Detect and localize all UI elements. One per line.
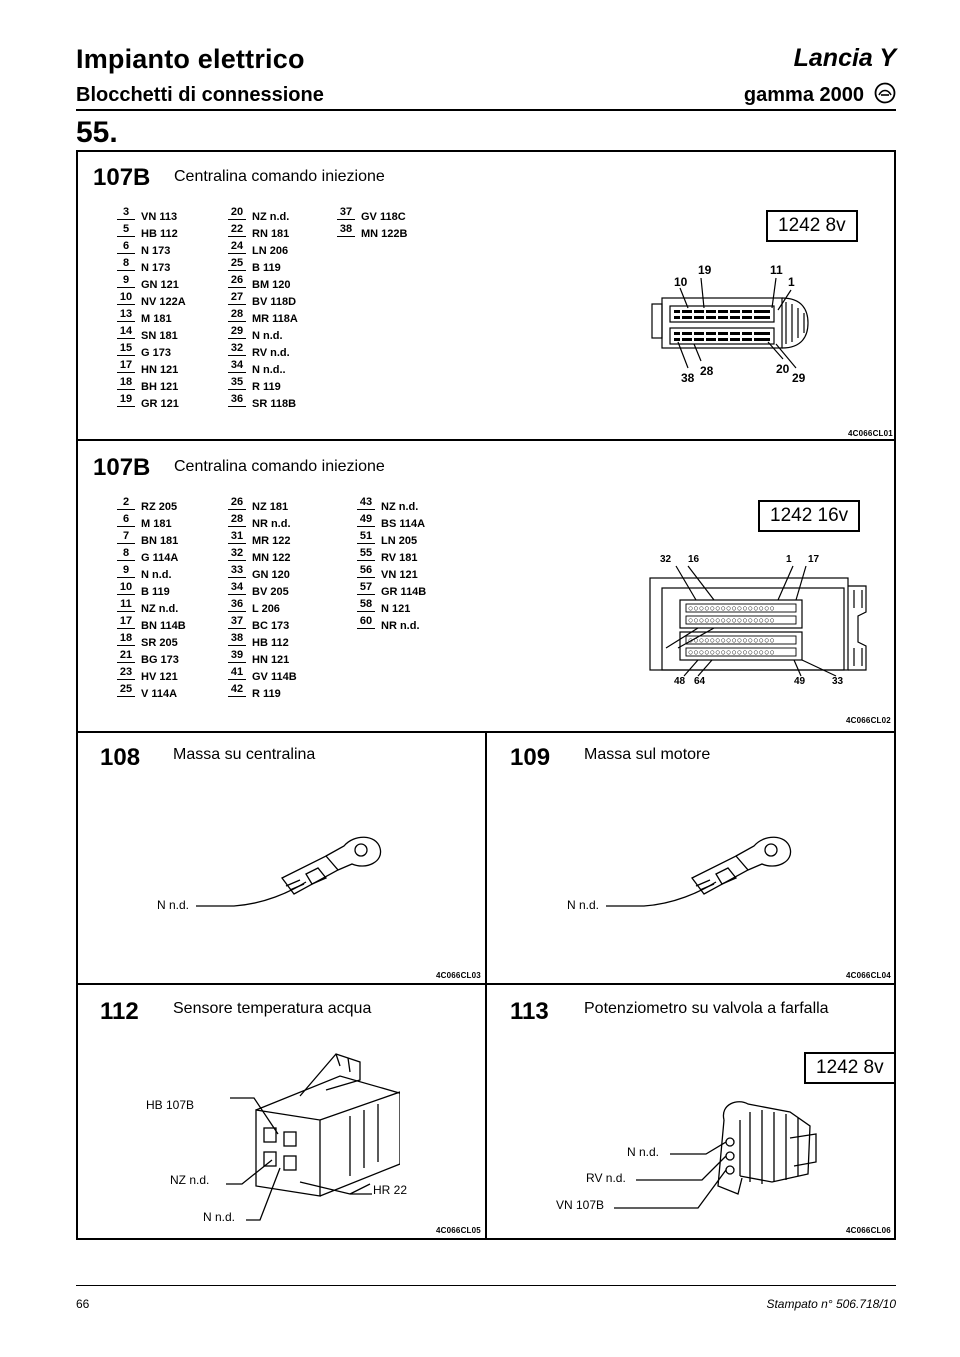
wire-code: M 181 (141, 518, 172, 530)
pin-number: 2 (117, 495, 135, 510)
section-code: 107B (93, 164, 151, 191)
section-description: Sensore temperatura acqua (173, 1000, 372, 1017)
wire-code: HN 121 (252, 654, 290, 666)
wire-code: BH 121 (141, 381, 179, 393)
section-description: Massa su centralina (173, 746, 316, 763)
temperature-sensor-connector-drawing (200, 1036, 400, 1226)
pin-number: 58 (357, 597, 375, 612)
wire-code: HB 112 (141, 228, 178, 240)
wire-code: G 114A (141, 552, 179, 564)
wire-code: HV 121 (141, 671, 178, 683)
pin-number: 26 (228, 273, 246, 288)
pin-number: 19 (117, 392, 135, 407)
wire-code: BN 114B (141, 620, 186, 632)
wire-code: N 173 (141, 245, 171, 257)
pin-number: 26 (228, 495, 246, 510)
pin-number: 36 (228, 597, 246, 612)
callout-20: 20 (776, 362, 790, 376)
wire-code: L 206 (252, 603, 280, 615)
wire-code: B 119 (252, 262, 281, 274)
callout-1: 1 (788, 275, 795, 289)
pin-number: 20 (228, 205, 246, 220)
pin-number: 17 (117, 614, 135, 629)
callout-10: 10 (674, 275, 688, 289)
pin-number: 38 (337, 222, 355, 237)
pin-number: 36 (228, 392, 246, 407)
section-code: 112 (100, 998, 139, 1025)
pin-number: 11 (117, 597, 135, 612)
pin-number: 10 (117, 290, 135, 305)
pin-number: 22 (228, 222, 246, 237)
pin-number: 34 (228, 580, 246, 595)
wire-code: RZ 205 (141, 501, 178, 513)
pin-number: 9 (117, 563, 135, 578)
ground-terminal-drawing (604, 826, 804, 916)
section-code: 108 (100, 744, 141, 771)
wire-code: NZ n.d. (381, 501, 419, 513)
pin-number: 25 (117, 682, 135, 697)
section-description: Massa sul motore (584, 746, 711, 763)
wire-code: BG 173 (141, 654, 179, 666)
wire-label: VN 107B (556, 1198, 605, 1212)
pin-number: 33 (228, 563, 246, 578)
pin-number: 35 (228, 375, 246, 390)
callout-29: 29 (792, 371, 806, 385)
pin-number: 9 (117, 273, 135, 288)
pin-number: 57 (357, 580, 375, 595)
page-subtitle: Blocchetti di connessione (76, 84, 324, 106)
wire-code: N n.d. (252, 330, 283, 342)
pin-number: 43 (357, 495, 375, 510)
callout-33: 33 (832, 676, 844, 687)
pin-number: 7 (117, 529, 135, 544)
pin-number: 37 (228, 614, 246, 629)
pin-number: 8 (117, 546, 135, 561)
pin-number: 21 (117, 648, 135, 663)
svg-text:○○○○○○○○○○○○○○○○: ○○○○○○○○○○○○○○○○ (688, 635, 775, 645)
wire-label: N n.d. (627, 1145, 660, 1159)
pin-number: 49 (357, 512, 375, 527)
wire-code: MR 122 (252, 535, 291, 547)
wire-code: MR 118A (252, 313, 298, 325)
pin-number: 6 (117, 512, 135, 527)
section-number: 55. (76, 116, 118, 149)
wire-code: GN 121 (141, 279, 179, 291)
wire-code: MN 122B (361, 228, 408, 240)
wire-code: BM 120 (252, 279, 291, 291)
range-logo-icon (874, 82, 896, 104)
pin-number: 14 (117, 324, 135, 339)
svg-text:○○○○○○○○○○○○○○○○: ○○○○○○○○○○○○○○○○ (688, 647, 775, 657)
pin-number: 31 (228, 529, 246, 544)
print-reference: Stampato n° 506.718/10 (766, 1297, 896, 1311)
wire-code: NR n.d. (252, 518, 291, 530)
engine-badge: 1242 8v (766, 210, 858, 242)
wire-label: HB 107B (146, 1098, 195, 1112)
pin-number: 32 (228, 546, 246, 561)
header-rule (76, 109, 896, 111)
wire-code: GN 120 (252, 569, 290, 581)
callout-49: 49 (794, 676, 806, 687)
section-description: Centralina comando iniezione (174, 168, 385, 185)
callout-19: 19 (698, 263, 712, 277)
wire-code: SR 118B (252, 398, 297, 410)
wire-code: LN 205 (381, 535, 418, 547)
pin-number: 5 (117, 222, 135, 237)
callout-16: 16 (688, 554, 700, 565)
divider-vertical (485, 731, 487, 1240)
wire-code: N n.d.. (252, 364, 286, 376)
pin-number: 37 (337, 205, 355, 220)
wire-code: BC 173 (252, 620, 290, 632)
divider-1 (76, 439, 896, 441)
callout-64: 64 (694, 676, 706, 687)
wire-code: G 173 (141, 347, 171, 359)
section-code: 113 (510, 998, 549, 1025)
wire-code: RV n.d. (252, 347, 290, 359)
drawing-code: 4C066CL06 (846, 1226, 891, 1235)
wire-code: N 173 (141, 262, 171, 274)
brand-name: Lancia Y (793, 44, 896, 72)
wire-code: GV 114B (252, 671, 297, 683)
wire-label: HR 22 (373, 1183, 408, 1197)
ecu-connector-16v-drawing (636, 548, 886, 688)
engine-badge: 1242 16v (758, 500, 860, 532)
wire-code: VN 113 (141, 211, 178, 223)
drawing-code: 4C066CL03 (436, 971, 481, 980)
pin-number: 56 (357, 563, 375, 578)
wire-code: N 121 (381, 603, 411, 615)
wire-code: N n.d. (141, 569, 172, 581)
callout-48: 48 (674, 676, 686, 687)
pin-number: 15 (117, 341, 135, 356)
pin-number: 17 (117, 358, 135, 373)
pin-number: 18 (117, 631, 135, 646)
wire-code: SR 205 (141, 637, 178, 649)
drawing-code: 4C066CL02 (846, 716, 891, 725)
wire-code: RV 181 (381, 552, 418, 564)
callout-28: 28 (700, 364, 714, 378)
page-title: Impianto elettrico (76, 44, 305, 74)
pin-number: 41 (228, 665, 246, 680)
drawing-code: 4C066CL04 (846, 971, 891, 980)
callout-32: 32 (660, 554, 672, 565)
pin-number: 51 (357, 529, 375, 544)
pin-number: 27 (228, 290, 246, 305)
engine-badge: 1242 8v (804, 1052, 896, 1084)
pin-number: 10 (117, 580, 135, 595)
wire-code: R 119 (252, 688, 281, 700)
svg-text:○○○○○○○○○○○○○○○○: ○○○○○○○○○○○○○○○○ (688, 615, 775, 625)
wire-code: VN 121 (381, 569, 418, 581)
wire-label: N n.d. (157, 898, 190, 912)
wire-code: MN 122 (252, 552, 291, 564)
wire-code: M 181 (141, 313, 172, 325)
pin-number: 42 (228, 682, 246, 697)
wire-code: LN 206 (252, 245, 289, 257)
wire-code: NZ 181 (252, 501, 289, 513)
wire-code: B 119 (141, 586, 170, 598)
ground-terminal-drawing (194, 826, 394, 916)
wire-code: BV 205 (252, 586, 289, 598)
wire-code: BV 118D (252, 296, 297, 308)
ecu-connector-8v-drawing (636, 258, 836, 403)
wire-code: V 114A (141, 688, 178, 700)
callout-11: 11 (770, 263, 783, 277)
wire-code: GR 121 (141, 398, 179, 410)
drawing-code: 4C066CL05 (436, 1226, 481, 1235)
pin-number: 8 (117, 256, 135, 271)
throttle-potentiometer-connector-drawing (610, 1090, 850, 1220)
pin-number: 23 (117, 665, 135, 680)
svg-text:○○○○○○○○○○○○○○○○: ○○○○○○○○○○○○○○○○ (688, 603, 775, 613)
wire-code: R 119 (252, 381, 281, 393)
wire-label: N n.d. (203, 1210, 236, 1224)
wire-code: BN 181 (141, 535, 179, 547)
model-range: gamma 2000 (743, 84, 864, 106)
callout-17: 17 (808, 554, 820, 565)
drawing-code: 4C066CL01 (848, 429, 893, 438)
pin-number: 28 (228, 512, 246, 527)
section-description: Centralina comando iniezione (174, 458, 385, 475)
pin-number: 34 (228, 358, 246, 373)
wire-label: RV n.d. (586, 1171, 626, 1185)
footer-rule (76, 1285, 896, 1286)
wire-code: RN 181 (252, 228, 290, 240)
wire-code: NZ n.d. (252, 211, 290, 223)
pin-number: 60 (357, 614, 375, 629)
pin-number: 13 (117, 307, 135, 322)
pin-number: 38 (228, 631, 246, 646)
wire-code: NR n.d. (381, 620, 420, 632)
section-code: 107B (93, 454, 151, 481)
pin-number: 24 (228, 239, 246, 254)
wire-code: NZ n.d. (141, 603, 179, 615)
callout-1: 1 (786, 554, 792, 565)
pin-number: 39 (228, 648, 246, 663)
pin-number: 29 (228, 324, 246, 339)
callout-38: 38 (681, 371, 695, 385)
wire-label: NZ n.d. (170, 1173, 210, 1187)
wire-code: HB 112 (252, 637, 289, 649)
wire-code: GR 114B (381, 586, 427, 598)
pin-number: 25 (228, 256, 246, 271)
wire-code: GV 118C (361, 211, 406, 223)
pin-number: 32 (228, 341, 246, 356)
page-number: 66 (76, 1297, 90, 1311)
section-code: 109 (510, 744, 551, 771)
wire-code: SN 181 (141, 330, 178, 342)
wire-label: N n.d. (567, 898, 600, 912)
pin-number: 3 (117, 205, 135, 220)
wire-code: NV 122A (141, 296, 186, 308)
pin-number: 6 (117, 239, 135, 254)
section-description: Potenziometro su valvola a farfalla (584, 1000, 829, 1017)
pin-number: 18 (117, 375, 135, 390)
wire-code: BS 114A (381, 518, 426, 530)
wire-code: HN 121 (141, 364, 179, 376)
pin-number: 55 (357, 546, 375, 561)
pin-number: 28 (228, 307, 246, 322)
